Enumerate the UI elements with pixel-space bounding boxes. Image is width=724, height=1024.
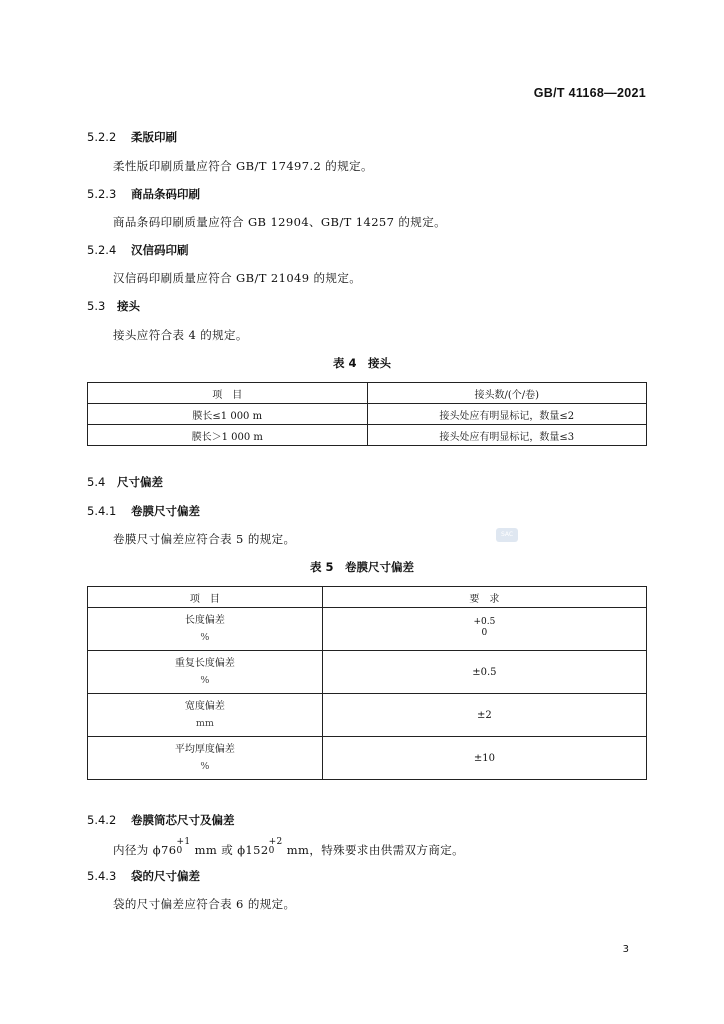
section-number: 5.4.3 <box>87 869 117 883</box>
section-body-5-4-3: 袋的尺寸偏差应符合表 6 的规定。 <box>113 897 296 911</box>
section-number: 5.4.2 <box>87 813 117 827</box>
item-unit: % <box>200 675 210 686</box>
section-title: 汉信码印刷 <box>131 243 189 257</box>
table-header-cell: 项 目 <box>88 587 323 608</box>
section-title: 袋的尺寸偏差 <box>131 869 200 883</box>
section-heading-5-2-2 <box>87 129 177 145</box>
tolerance-upper: +1 <box>176 837 191 847</box>
table5 <box>87 586 647 780</box>
tolerance-lower: 0 <box>268 846 275 856</box>
section-body-5-2-3: 商品条码印刷质量应符合 GB 12904、GB/T 14257 的规定。 <box>113 215 447 229</box>
item-label: 重复长度偏差 <box>174 658 235 669</box>
section-number: 5.4 <box>87 475 106 489</box>
table-cell-item <box>88 694 323 737</box>
section-body-5-2-2: 柔性版印刷质量应符合 GB/T 17497.2 的规定。 <box>113 159 373 173</box>
table-row <box>88 737 647 780</box>
table-cell: 膜长＞1 000 m <box>88 425 368 446</box>
sac-watermark-logo: SAC <box>496 528 518 542</box>
item-label: 长度偏差 <box>184 615 225 626</box>
table-cell-requirement: ±2 <box>322 694 646 737</box>
page-number: 3 <box>622 944 629 955</box>
table-header-row <box>88 383 647 404</box>
section-number: 5.2.2 <box>87 130 117 144</box>
table-row <box>88 404 647 425</box>
tolerance-lower: 0 <box>176 846 183 856</box>
item-unit: mm <box>195 718 214 729</box>
item-unit: % <box>200 632 210 643</box>
section-heading-5-4-2 <box>87 812 235 828</box>
table-cell: 接头处应有明显标记，数量≤2 <box>367 404 647 425</box>
section-number: 5.2.3 <box>87 187 117 201</box>
body-text: mm，特殊要求由供需双方商定。 <box>282 843 465 857</box>
tolerance-lower: 0 <box>481 628 488 638</box>
section-body-5-4-1: 卷膜尺寸偏差应符合表 5 的规定。 <box>113 532 296 546</box>
table-header-cell: 要 求 <box>322 587 646 608</box>
table-cell-requirement: ±0.5 <box>322 651 646 694</box>
table-cell-item <box>88 608 323 651</box>
section-title: 商品条码印刷 <box>131 187 200 201</box>
table-row <box>88 694 647 737</box>
table-cell-item <box>88 737 323 780</box>
section-heading-5-4-3 <box>87 868 200 884</box>
table-row <box>88 608 647 651</box>
table-cell-requirement <box>322 608 646 651</box>
section-title: 接头 <box>117 299 140 313</box>
body-text: mm 或 ϕ152 <box>190 843 269 857</box>
item-label: 宽度偏差 <box>184 701 225 712</box>
section-heading-5-4 <box>87 474 163 490</box>
section-heading-5-2-4 <box>87 242 189 258</box>
section-title: 卷膜尺寸偏差 <box>131 504 200 518</box>
table-header-cell: 接头数/(个/卷) <box>367 383 647 404</box>
table-cell: 接头处应有明显标记，数量≤3 <box>367 425 647 446</box>
section-heading-5-4-1 <box>87 503 200 519</box>
body-text: 内径为 ϕ76 <box>113 843 177 857</box>
section-body-5-2-4: 汉信码印刷质量应符合 GB/T 21049 的规定。 <box>113 271 362 285</box>
table-row <box>88 651 647 694</box>
table-cell: 膜长≤1 000 m <box>88 404 368 425</box>
section-heading-5-2-3 <box>87 186 200 202</box>
table4-caption: 表 4 接头 <box>332 356 391 370</box>
section-body-5-4-2 <box>113 838 464 858</box>
standard-code: GB/T 41168—2021 <box>533 86 646 100</box>
section-title: 尺寸偏差 <box>117 475 163 489</box>
table4 <box>87 382 647 446</box>
section-number: 5.3 <box>87 299 106 313</box>
section-title: 柔版印刷 <box>131 130 177 144</box>
table5-caption: 表 5 卷膜尺寸偏差 <box>309 560 414 574</box>
table-cell-requirement: ±10 <box>322 737 646 780</box>
table-header-row <box>88 587 647 608</box>
table-row <box>88 425 647 446</box>
section-number: 5.4.1 <box>87 504 117 518</box>
tolerance-upper: +0.5 <box>473 617 496 627</box>
table-header-cell: 项 目 <box>88 383 368 404</box>
section-number: 5.2.4 <box>87 243 117 257</box>
tolerance-upper: +2 <box>268 837 283 847</box>
item-label: 平均厚度偏差 <box>174 744 235 755</box>
section-heading-5-3 <box>87 298 140 314</box>
table-cell-item <box>88 651 323 694</box>
item-unit: % <box>200 761 210 772</box>
section-body-5-3: 接头应符合表 4 的规定。 <box>113 328 248 342</box>
section-title: 卷膜筒芯尺寸及偏差 <box>131 813 235 827</box>
